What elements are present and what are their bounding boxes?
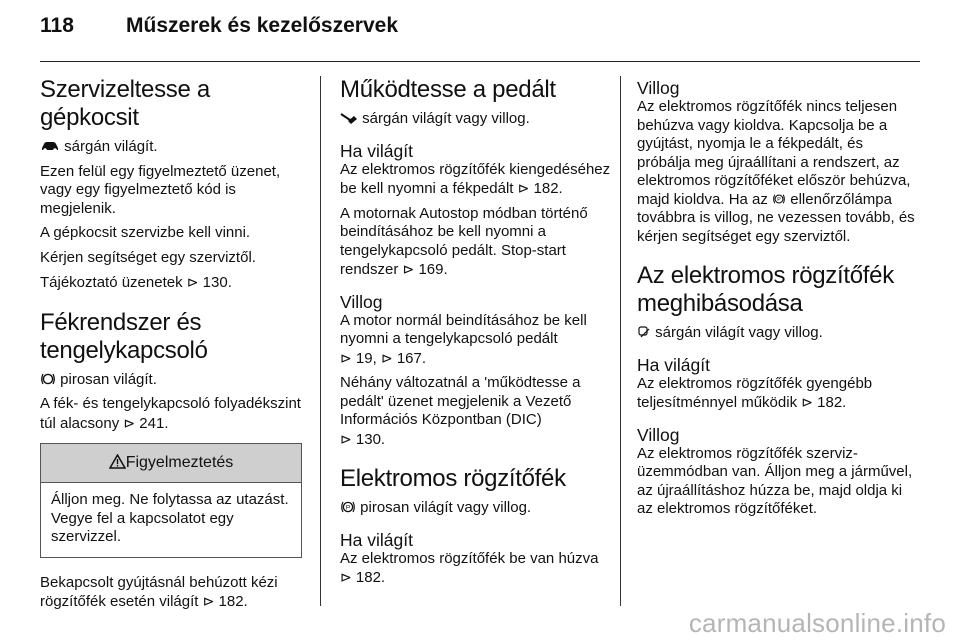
service-paragraph-4 — [40, 273, 302, 293]
page-ref-link[interactable]: 182. — [218, 593, 248, 610]
column-3 — [637, 70, 919, 525]
heading-lit-2: Ha világít — [340, 529, 413, 550]
flash-text-1: A motor normál beindításához be kell nyomni a tengelykapcsoló pedált — [340, 311, 587, 347]
lit2-text-1: Az elektromos rögzítőfék be van húzva — [340, 549, 599, 567]
page-ref-arrow-icon: ⊳ — [517, 180, 530, 196]
heading-brake-line1: Fékrendszer és — [40, 308, 202, 336]
warning-title: Figyelmeztetés — [125, 454, 234, 471]
service-paragraph-2: A gépkocsit szervizbe kell vinni. — [40, 224, 251, 241]
lit2-paragraph-1 — [340, 550, 612, 588]
flash-text-end: ellenőrzőlámpa továbbra is villog, ne vezessen tovább, és kérjen segítséget egy szerviztől. — [637, 190, 915, 245]
warning-triangle-icon — [109, 454, 126, 469]
flash2-paragraph: Az elektromos rögzítőfék szerviz-üzemmódban van. Álljon meg a járművel, az újraállításhoz húzza be, majd oldja ki az elektromos rögzítőféket. — [637, 444, 913, 517]
watermark: carmanualsonline.info — [688, 608, 946, 638]
svg-text:P: P — [777, 196, 781, 203]
epb-lamp-text: pirosan világít vagy villog. — [360, 499, 532, 516]
service-paragraph-3: Kérjen segítséget egy szerviztől. — [40, 248, 256, 266]
heading-fault-line1: Az elektromos rögzítőfék — [637, 262, 894, 289]
column-1 — [40, 70, 302, 618]
flash-text: Az elektromos rögzítőfék nincs teljesen behúzva vagy kioldva. Kapcsolja be a gyújtást, nyomja le a fékpedált, és próbálja meg újraállítani a rendszert, az elektromos rögzítőféket először behúzva, majd kioldva. Ha az — [637, 98, 911, 208]
page-ref-arrow-icon: ⊳ — [202, 593, 215, 609]
flash-paragraph-1 — [340, 312, 612, 369]
column-2 — [340, 70, 612, 594]
lit-paragraph-2 — [340, 205, 612, 280]
parking-brake-text: Bekapcsolt gyújtásnál behúzott kézi rögzítőfék esetén világít — [40, 573, 278, 610]
heading-fault-line2: meghibásodása — [637, 290, 803, 317]
lit-paragraph — [637, 375, 919, 413]
heading-epb-fault — [637, 262, 919, 318]
parking-brake-icon — [340, 500, 356, 514]
warning-header — [41, 444, 301, 483]
page-ref-link[interactable]: 167. — [396, 349, 427, 367]
warning-text: Álljon meg. Ne folytassa az utazást. Vegye fel a kapcsolatot egy szervizzel. — [51, 491, 289, 545]
page-ref-arrow-icon: ⊳ — [340, 569, 352, 585]
heading-lit: Ha világít — [637, 354, 710, 375]
page-ref-arrow-icon: ⊳ — [340, 349, 352, 366]
brake-warning-icon — [40, 372, 56, 386]
flash-text-2: Néhány változatnál a 'működtesse a pedált' üzenet megjelenik a Vezető Információs Központban (DIC) — [340, 374, 581, 428]
page-ref-arrow-icon: ⊳ — [801, 394, 813, 410]
lit-text-1: Az elektromos rögzítőfék kiengedéséhez be kell nyomni a fékpedált — [340, 160, 611, 197]
svg-text:P: P — [345, 504, 351, 512]
service-lamp-text: sárgán világít. — [64, 138, 158, 155]
header-rule — [40, 61, 920, 62]
column-divider — [320, 76, 321, 606]
page-ref-arrow-icon: ⊳ — [402, 261, 415, 277]
page-ref-link[interactable]: 130. — [355, 430, 386, 448]
brake-paragraph — [40, 395, 302, 433]
page-ref-link[interactable]: 169. — [418, 261, 448, 278]
flash-paragraph-2 — [340, 374, 612, 449]
heading-pedal: Működtesse a pedált — [340, 76, 556, 103]
page-header — [40, 14, 398, 38]
page-number: 118 — [40, 14, 74, 37]
page-ref-link[interactable]: 182. — [817, 394, 847, 411]
pedal-lamp-text: sárgán világít vagy villog. — [362, 110, 530, 127]
heading-brake-line2: tengelykapcsoló — [40, 336, 208, 364]
brake-fluid-text: A fék- és tengelykapcsoló folyadékszint túl alacsony — [40, 395, 301, 432]
page-ref-arrow-icon: ⊳ — [340, 430, 352, 447]
service-paragraph-1: Ezen felül egy figyelmeztető üzenet, vagy egy figyelmeztető kód is megjelenik. — [40, 162, 281, 217]
info-messages-text: Tájékoztató üzenetek — [40, 274, 183, 291]
heading-lit: Ha világít — [340, 140, 413, 161]
pedal-icon — [340, 111, 358, 125]
parking-brake-icon — [772, 193, 786, 205]
column-divider — [620, 76, 621, 606]
flash-paragraph — [637, 98, 919, 246]
page-ref-link[interactable]: 182. — [533, 180, 563, 197]
page-ref-arrow-icon: ⊳ — [380, 349, 393, 366]
heading-flash: Villog — [637, 78, 680, 98]
brake-lamp-text: pirosan világít. — [60, 370, 157, 388]
page-ref-arrow-icon: ⊳ — [186, 274, 199, 290]
page-ref-link[interactable]: 19, — [355, 349, 377, 367]
fault-lamp-text: sárgán világít vagy villog. — [655, 324, 823, 341]
heading-flash: Villog — [340, 291, 383, 312]
heading-epb: Elektromos rögzítőfék — [340, 465, 566, 492]
page-ref-link[interactable]: 182. — [355, 569, 386, 586]
warning-box — [40, 443, 302, 558]
heading-service: Szervizeltesse a gépkocsit — [40, 76, 210, 131]
chapter-title: Műszerek és kezelőszervek — [126, 14, 399, 37]
brake-fault-icon — [637, 325, 651, 339]
heading-brake — [40, 309, 302, 365]
page-ref-arrow-icon: ⊳ — [123, 414, 136, 431]
page-ref-link[interactable]: 130. — [202, 274, 232, 291]
lit-text-2: A motornak Autostop módban történő beindításához be kell nyomni a tengelykapcsoló pedált. Stop-start rendszer — [340, 204, 588, 278]
lit-paragraph-1 — [340, 161, 612, 199]
heading-flash-2: Villog — [637, 424, 680, 445]
parking-brake-paragraph — [40, 574, 302, 612]
car-wrench-icon — [40, 140, 60, 152]
page-ref-link[interactable]: 241. — [139, 414, 169, 432]
lit-text: Az elektromos rögzítőfék gyengébb teljesítménnyel működik — [637, 374, 873, 411]
